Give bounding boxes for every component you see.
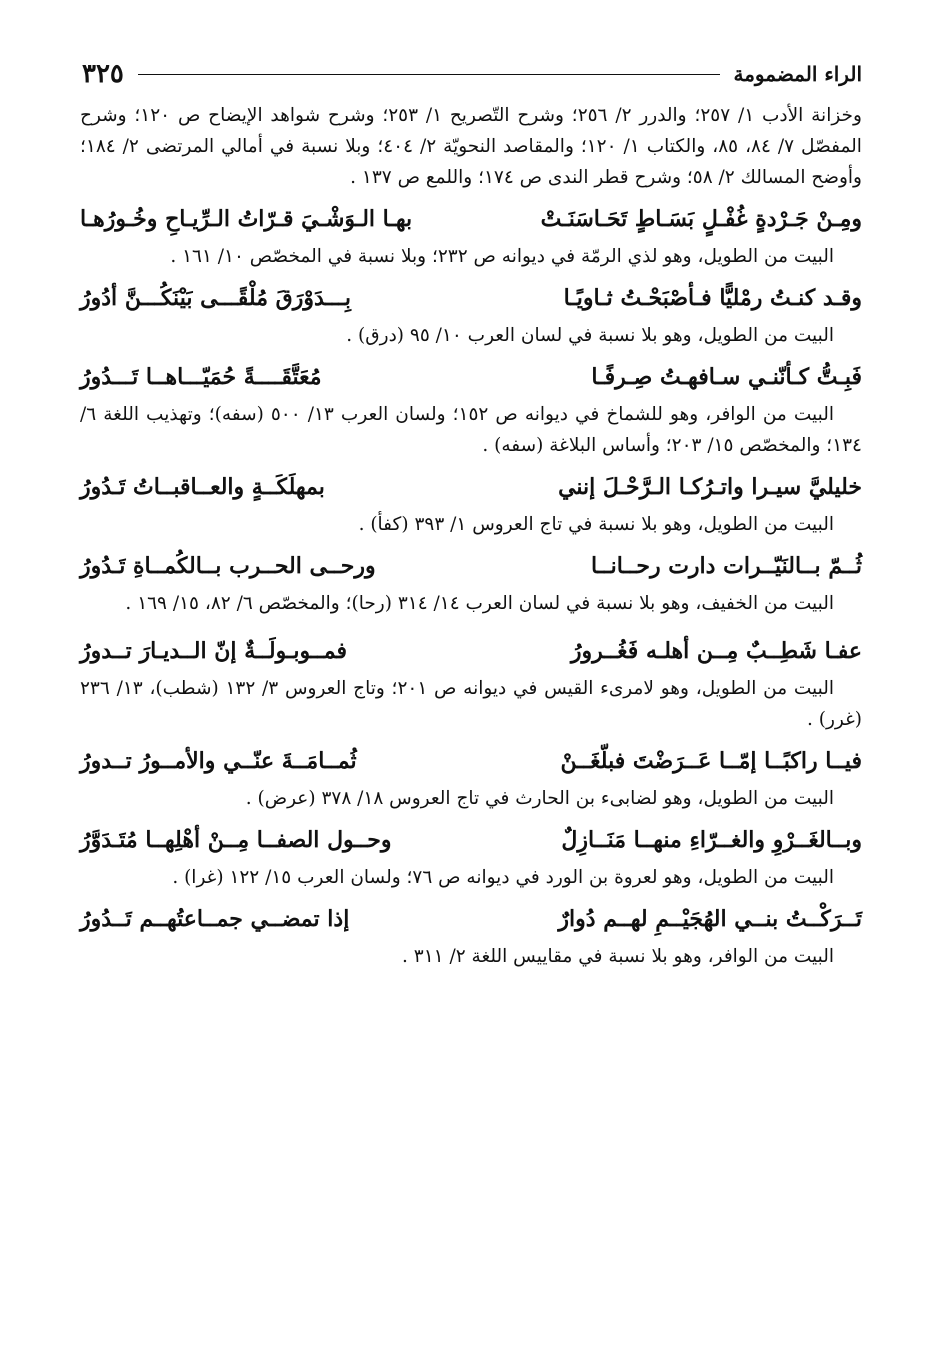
verse-note: البيت من الوافر، وهو بلا نسبة في مقاييس اللغة ٢/ ٣١١ . (402, 946, 834, 967)
second-hemistich: بهـا الـوَشْـيَ قـرّاتُ الـرِّيـاحِ وخُـورُهـا (80, 206, 413, 232)
verse-entry-3 (80, 355, 862, 461)
second-hemistich: بِـــدَوْرَقَ مُلْقًـــى بَيْنَكُـــنَّ أدُورُ (80, 285, 351, 311)
spacer (80, 619, 862, 625)
verse-line (80, 276, 862, 320)
first-hemistich: فَبِـتُّ كـأنّنـي سـافهـتُ صِـرفًـا (591, 364, 862, 390)
continued-footnote: وخزانة الأدب ١/ ٢٥٧؛ والدرر ٢/ ٢٥٦؛ وشرح التّصريح ١/ ٢٥٣؛ وشرح شواهد الإيضاح ص ١٢٠؛ وشرح المفصّل ٧/ ٨٤، ٨٥، والكتاب ١/ ١٢٠؛ والمقاصد النحويّة ٢/ ٤٠٤؛ وبلا نسبة في أمالي المرتضى ٢/ ١٨٤؛ وأوضح المسالك ٢/ ٥٨؛ وشرح قطر الندى ص ١٧٤؛ واللمع ص ١٣٧ . (80, 105, 862, 188)
verse-note: البيت من الطويل، وهو بلا نسبة في تاج العروس ١/ ٣٩٣ (كفأ) . (358, 514, 834, 535)
first-hemistich: ثُــمّ بــالنَيّــرات دارت رحــانــا (591, 553, 862, 579)
verse-line (80, 544, 862, 588)
first-hemistich: تَــرَكْــتُ بنــي الهُجَيْــمِ لهــم دُوارٌ (558, 906, 862, 932)
second-hemistich: فمــوبـولَــةٌ إنّ الــديـارَ تــدورُ (80, 638, 348, 664)
verse-line (80, 818, 862, 862)
first-hemistich: عفـا شَطِــبٌ مِــن أهلـه فَغُــرورُ (570, 638, 862, 664)
verse-entry-2 (80, 276, 862, 351)
second-hemistich: إذا تمضــي جمــاعتُهــم تَــدُورُ (80, 906, 350, 932)
verse-note: البيت من الخفيف، وهو بلا نسبة في لسان العرب ١٤/ ٣١٤ (رحا)؛ والمخصّص ٦/ ٨٢، ١٥/ ١٦٩ . (125, 593, 834, 614)
second-hemistich: مُعَتَّقَــــةً حُمَيّـــاهــا تَـــدُورُ (80, 364, 322, 390)
verse-line (80, 197, 862, 241)
running-header (82, 54, 862, 94)
verse-entry-6 (80, 629, 862, 735)
second-hemistich: بمهلَكَــةٍ والعــاقبــاتُ تَـدُورُ (80, 474, 325, 500)
header-rule (138, 74, 720, 75)
verse-entry-7 (80, 739, 862, 814)
second-hemistich: وحــول الصفــا مِــنْ أهْلِهــا مُتَـدَوَّرُ (80, 827, 392, 853)
verse-line (80, 629, 862, 673)
chapter-title: الراء المضمومة (733, 62, 862, 86)
first-hemistich: ومِـنْ جَـرْدةٍ غُفْـلٍ بَسَـاطٍ تَحَـاسَنَـتْ (540, 206, 862, 232)
verse-note: البيت من الطويل، وهو بلا نسبة في لسان العرب ١٠/ ٩٥ (درق) . (346, 325, 834, 346)
first-hemistich: فيــا راكبًــا إمّــا عَــرَضْتَ فبلّغَــنْ (560, 748, 862, 774)
second-hemistich: ثُمــامَــةَ عنّــي والأمــورُ تــدورُ (80, 748, 357, 774)
verse-entry-5 (80, 544, 862, 619)
verse-entry-9 (80, 897, 862, 972)
first-hemistich: وقـد كنـتُ رمْليًّا فـأصْبَحْـتُ ثـاويًـا (563, 285, 862, 311)
page-content (80, 100, 862, 972)
verse-note: البيت من الطويل، وهو لعروة بن الورد في ديوانه ص ٧٦؛ ولسان العرب ١٥/ ١٢٢ (غرا) . (172, 867, 834, 888)
verse-note: البيت من الوافر، وهو للشماخ في ديوانه ص ١٥٢؛ ولسان العرب ١٣/ ٥٠٠ (سفه)؛ وتهذيب اللغة ٦/ ١٣٤؛ والمخصّص ١٥/ ٢٠٣؛ وأساس البلاغة (سفه) . (80, 404, 862, 456)
verse-note: البيت من الطويل، وهو لضابىء بن الحارث في تاج العروس ١٨/ ٣٧٨ (عرض) . (245, 788, 834, 809)
verse-note: البيت من الطويل، وهو لامرىء القيس في ديوانه ص ٢٠١؛ وتاج العروس ٣/ ١٣٢ (شطب)، ١٣/ ٢٣٦ (غرر) . (80, 678, 862, 730)
verse-entry-1 (80, 197, 862, 272)
verse-note: البيت من الطويل، وهو لذي الرمّة في ديوانه ص ٢٣٢؛ وبلا نسبة في المخصّص ١٠/ ١٦١ . (170, 246, 834, 267)
verse-entry-4 (80, 465, 862, 540)
first-hemistich: خليليَّ سيـرا واتـرُكـا الـرَّحْـلَ إنني (558, 474, 862, 500)
verse-entry-8 (80, 818, 862, 893)
first-hemistich: وبــالغَــرْوِ والغــرّاءِ منهــا مَنَــازِلٌ (561, 827, 862, 853)
verse-line (80, 355, 862, 399)
second-hemistich: ورحــى الحــرب بــالكُمــاةِ تَـدُورُ (80, 553, 376, 579)
page-number: ٣٢٥ (82, 59, 124, 89)
verse-line (80, 465, 862, 509)
verse-line (80, 897, 862, 941)
verse-line (80, 739, 862, 783)
